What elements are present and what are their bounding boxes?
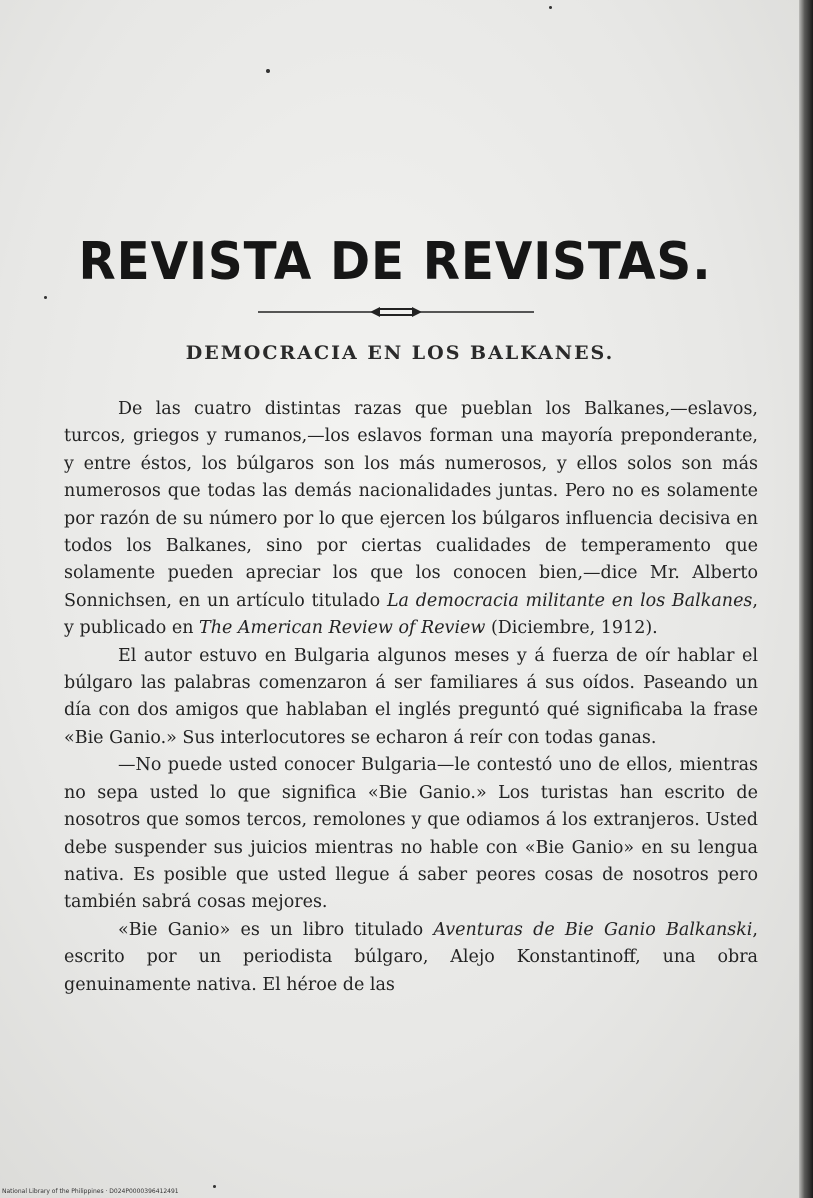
article-heading: DEMOCRACIA EN LOS BALKANES. xyxy=(185,342,615,364)
library-footer: National Library of the Philippines · D024P0000396412491 xyxy=(2,1188,179,1195)
ink-speck xyxy=(266,69,270,73)
paragraph-1: De las cuatro distintas razas que pueblan los Balkanes,—eslavos, turcos, griegos y rumanos,—los eslavos forman una mayoría preponderante, y entre éstos, los búlgaros son los más numerosos, y ellos solos son más numerosos que todas las demás nacionalidades juntas. Pero no es solamente por razón de su número por lo que ejercen los búlgaros influencia decisiva en todos los Balkanes, sino por ciertas cualidades de temperamento que solamente pueden apreciar los que los conocen bien,—dice Mr. Alberto Sonnichsen, en un artículo titulado La democracia militante en los Balkanes, y publicado en The American Review of Review (Diciembre, 1912). xyxy=(64,399,758,639)
ink-speck xyxy=(549,6,552,9)
book-spine-shadow xyxy=(799,0,813,1198)
paragraph-2: El autor estuvo en Bulgaria algunos meses y á fuerza de oír hablar el búlgaro las palabras comenzaron á ser familiares á sus oídos. Paseando un día con dos amigos que hablaban el inglés preguntó qué significaba la frase «Bie Ganio.» Sus interlocutores se echaron á reír con todas ganas. xyxy=(64,645,758,748)
book-title-italic: Aventuras de Bie Ganio Balkanski xyxy=(433,919,753,940)
title-ornament-divider xyxy=(258,304,534,320)
article-title-italic: La democracia militante en los Balkanes xyxy=(386,590,753,611)
ink-speck xyxy=(44,296,47,299)
article-body xyxy=(64,396,758,999)
paragraph-3: —No puede usted conocer Bulgaria—le contestó uno de ellos, mientras no sepa usted lo que significa «Bie Ganio.» Los turistas han escrito de nosotros que somos tercos, remolones y que odiamos á los extranjeros. Usted debe suspender sus juicios mientras no hable con «Bie Ganio» en su lengua nativa. Es posible que usted llegue á saber peores cosas de nosotros pero también sabrá cosas mejores. xyxy=(64,755,758,913)
page-title: REVISTA DE REVISTAS. xyxy=(78,232,712,292)
journal-title-italic: The American Review of Review xyxy=(199,618,486,639)
paragraph-4: «Bie Ganio» es un libro titulado Aventuras de Bie Ganio Balkanski, escrito por un periodista búlgaro, Alejo Konstantinoff, una obra genuinamente nativa. El héroe de las xyxy=(64,919,758,995)
ink-speck xyxy=(213,1185,216,1188)
